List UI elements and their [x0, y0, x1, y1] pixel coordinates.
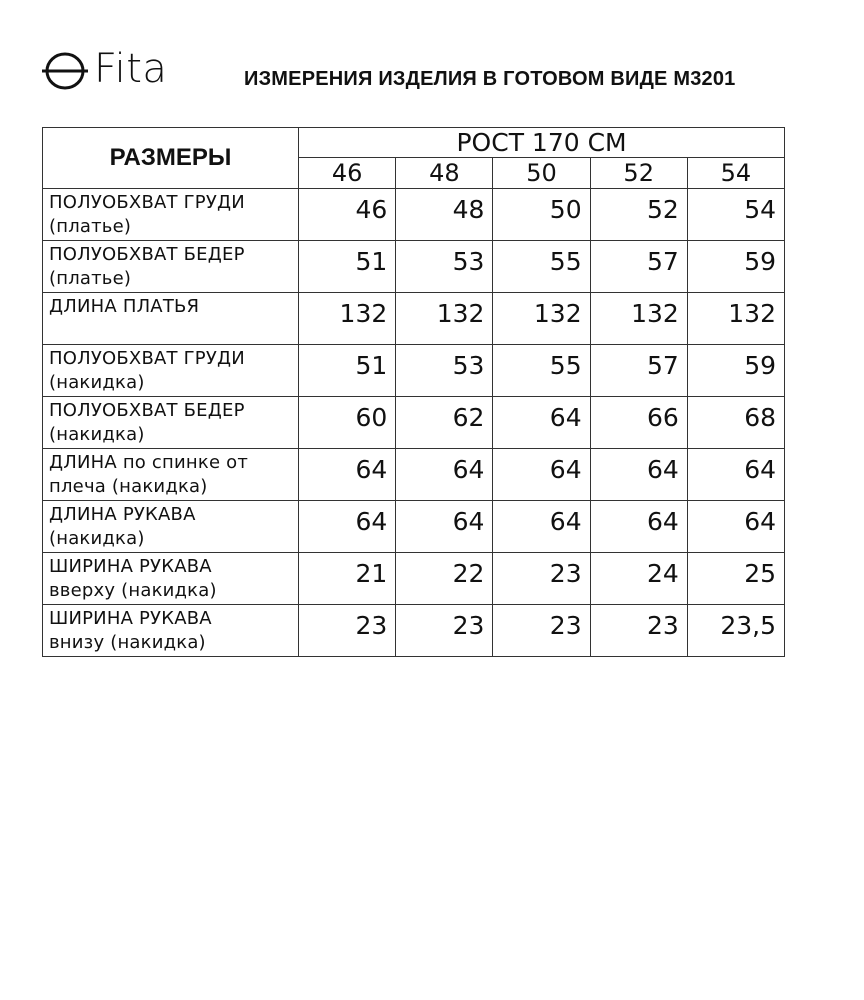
table-row — [43, 293, 785, 345]
measurement-value: 23 — [590, 605, 687, 657]
measurement-label-line: (накидка) — [49, 528, 145, 549]
measurement-label-line: ДЛИНА ПЛАТЬЯ — [49, 296, 200, 317]
measurement-label-line — [49, 319, 298, 343]
measurement-value: 64 — [590, 501, 687, 553]
table-row — [43, 189, 785, 241]
measurement-value: 64 — [493, 449, 590, 501]
measurement-label — [43, 397, 299, 449]
size-header-48: 48 — [396, 158, 493, 189]
measurement-label-line: ШИРИНА РУКАВА — [49, 608, 212, 629]
measurement-label-line: ШИРИНА РУКАВА — [49, 556, 212, 577]
measurement-label-line: ДЛИНА по спинке от — [49, 452, 249, 473]
document-title: ИЗМЕРЕНИЯ ИЗДЕЛИЯ В ГОТОВОМ ВИДЕ М3201 — [244, 68, 736, 90]
table-body — [43, 189, 785, 657]
measurement-value: 52 — [590, 189, 687, 241]
measurement-value: 51 — [299, 241, 396, 293]
brand-name: Fita — [94, 46, 168, 92]
measurement-label-line: плеча (накидка) — [49, 476, 208, 497]
header-row — [43, 128, 785, 158]
measurement-label — [43, 189, 299, 241]
measurement-value: 64 — [396, 449, 493, 501]
sizes-header: РАЗМЕРЫ — [43, 128, 299, 189]
measurement-label-line: ПОЛУОБХВАТ ГРУДИ — [49, 348, 245, 369]
measurement-value: 64 — [299, 449, 396, 501]
measurement-value: 60 — [299, 397, 396, 449]
measurement-value: 64 — [590, 449, 687, 501]
measurement-label-line: ПОЛУОБХВАТ ГРУДИ — [49, 192, 245, 213]
measurement-label-line: ДЛИНА РУКАВА — [49, 504, 196, 525]
measurement-value: 23 — [493, 553, 590, 605]
table-row — [43, 397, 785, 449]
table-row — [43, 345, 785, 397]
measurement-value: 25 — [687, 553, 784, 605]
measurement-value: 21 — [299, 553, 396, 605]
measurement-value: 132 — [396, 293, 493, 345]
measurement-value: 132 — [493, 293, 590, 345]
measurement-value: 62 — [396, 397, 493, 449]
measurement-value: 64 — [493, 397, 590, 449]
size-header-54: 54 — [687, 158, 784, 189]
measurement-value: 57 — [590, 345, 687, 397]
measurement-value: 54 — [687, 189, 784, 241]
table-row — [43, 449, 785, 501]
measurement-label-line: вверху (накидка) — [49, 580, 217, 601]
size-chart-table — [42, 127, 785, 657]
measurement-value: 53 — [396, 241, 493, 293]
measurement-value: 51 — [299, 345, 396, 397]
measurement-label — [43, 553, 299, 605]
size-header-52: 52 — [590, 158, 687, 189]
measurement-label — [43, 501, 299, 553]
table-row — [43, 241, 785, 293]
measurement-value: 53 — [396, 345, 493, 397]
measurement-label — [43, 605, 299, 657]
measurement-value: 64 — [687, 449, 784, 501]
measurement-value: 59 — [687, 241, 784, 293]
measurement-value: 22 — [396, 553, 493, 605]
measurement-value: 48 — [396, 189, 493, 241]
measurement-value: 55 — [493, 241, 590, 293]
fita-logo-icon — [40, 44, 90, 94]
growth-header: РОСТ 170 СМ — [299, 128, 785, 158]
measurement-value: 23 — [396, 605, 493, 657]
measurement-label-line: ПОЛУОБХВАТ БЕДЕР — [49, 400, 245, 421]
measurement-label — [43, 345, 299, 397]
measurement-value: 23 — [493, 605, 590, 657]
measurement-value: 66 — [590, 397, 687, 449]
measurement-value: 64 — [299, 501, 396, 553]
measurement-value: 68 — [687, 397, 784, 449]
measurement-value: 57 — [590, 241, 687, 293]
measurement-label-line: (платье) — [49, 268, 132, 289]
measurement-value: 132 — [687, 293, 784, 345]
measurement-label — [43, 449, 299, 501]
measurement-label — [43, 293, 299, 345]
table-row — [43, 553, 785, 605]
measurement-value: 55 — [493, 345, 590, 397]
measurement-value: 50 — [493, 189, 590, 241]
measurement-value: 24 — [590, 553, 687, 605]
measurement-value: 23 — [299, 605, 396, 657]
size-header-50: 50 — [493, 158, 590, 189]
measurement-value: 64 — [396, 501, 493, 553]
measurement-label — [43, 241, 299, 293]
table-row — [43, 501, 785, 553]
measurement-value: 46 — [299, 189, 396, 241]
measurement-label-line: (накидка) — [49, 424, 145, 445]
measurement-label-line: (накидка) — [49, 372, 145, 393]
measurement-value: 23,5 — [687, 605, 784, 657]
measurement-label-line: внизу (накидка) — [49, 632, 206, 653]
measurement-value: 132 — [590, 293, 687, 345]
size-header-46: 46 — [299, 158, 396, 189]
brand-logo — [40, 44, 167, 94]
measurement-label-line: ПОЛУОБХВАТ БЕДЕР — [49, 244, 245, 265]
measurement-value: 132 — [299, 293, 396, 345]
measurement-value: 59 — [687, 345, 784, 397]
measurement-value: 64 — [493, 501, 590, 553]
measurement-value: 64 — [687, 501, 784, 553]
measurement-label-line: (платье) — [49, 216, 132, 237]
table-row — [43, 605, 785, 657]
